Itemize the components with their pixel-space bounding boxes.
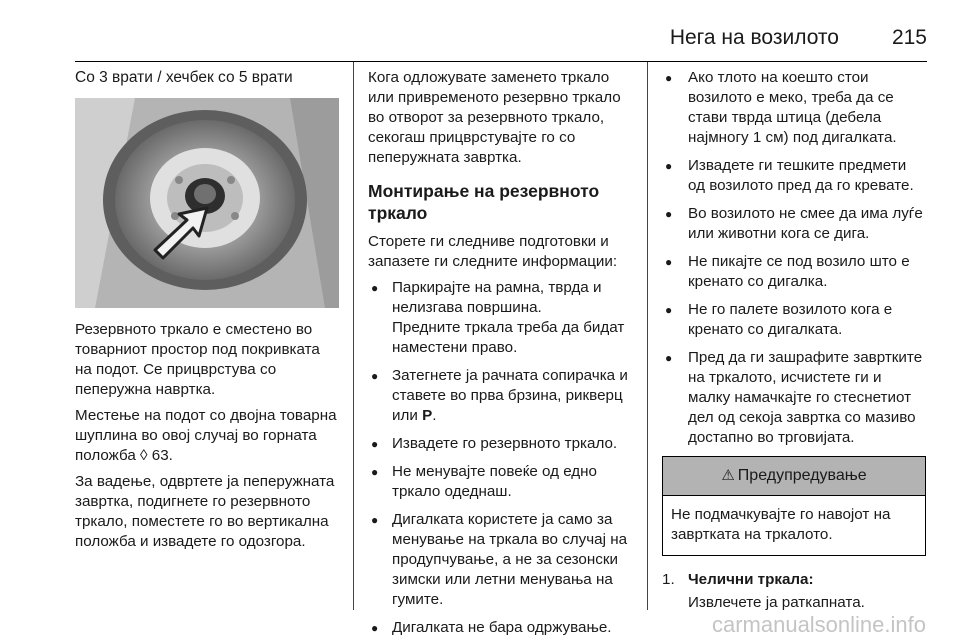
page-ref-arrow-icon: ◊ [140,447,148,464]
warning-box [662,456,926,556]
column-3 [662,68,926,613]
paragraph: Кога одложувате заменето тркало или привременото резервно тркало во отворот за резервното тркало, секогаш прицврстувајте го со пеперужната завртка. [368,69,621,166]
list-item: ● Дигалката не бара одржување. [368,618,634,638]
column-divider [647,62,648,610]
page-number: 215 [891,26,927,49]
page-header [75,22,927,62]
list-item: ● Извадете ги тешките предмети од возилото пред да го кревате. [662,156,926,196]
warning-title-bar [663,457,925,495]
warning-triangle-icon: ⚠ [721,467,735,484]
list-item: ● Извадете го резервното тркало. [368,434,634,454]
list-item: ● Паркирајте на рамна, тврда и нелизгава површина. Предните тркала треба да бидат наместени право. [368,278,634,358]
step-text: Извлечете ја раткапната. [688,594,865,611]
numbered-step [662,570,926,590]
step-number: 1. [662,571,675,588]
watermark: carmanualsonline.info [711,612,926,637]
gear-p-label: P [422,407,433,424]
section-heading: Монтирање на резервното тркало [368,181,600,223]
paragraph: Резервното тркало е сместено во товарниот простор под покривката на подот. Се прицврстува со пеперужна навртка. [75,321,320,398]
list-item: ● Не менувајте повеќе од едно тркало одеднаш. [368,462,634,502]
list-item: ● Пред да ги зашрафите завртките на тркалото, исчистете ги и малку намачкајте го стеснетиот дел од секоја завртка со мазиво достапно во трговијата. [662,348,926,448]
paragraph: Сторете ги следниве подготовки и запазете ги следните информации: [368,233,618,270]
page-ref-link[interactable]: 63. [151,447,173,464]
list-item: ● Дигалката користете ја само за менување на тркала во случај на продупчување, а не за сезонски зимски или летни менувања на гумите. [368,510,634,610]
list-item: ● Не пикајте се под возило што е кренато со дигалка. [662,252,926,292]
bullet-list [662,68,926,448]
chapter-title: Нега на возилото [669,26,839,49]
column-divider [353,62,354,610]
spare-wheel-photo [75,98,339,308]
list-item: ● Не го палете возилото кога е кренато со дигалката. [662,300,926,340]
bullet-list [368,278,634,638]
section-subheading: Со 3 врати / хечбек со 5 врати [75,69,293,86]
column-2 [368,68,634,642]
spare-wheel-illustration [75,98,339,308]
warning-text: Не подмачкувајте го навојот на завртката на тркалото. [663,495,925,555]
paragraph: Местење на подот со двојна товарна шуплина во овој случај во горната положба ◊ 63. [75,407,337,464]
warning-title: Предупредување [737,467,867,484]
step-title: Челични тркала: [688,571,814,588]
list-item: ● Во возилото не смее да има луѓе или животни кога се дига. [662,204,926,244]
list-item: ● Затегнете ја рачната сопирачка и ставете во прва брзина, рикверц или P. [368,366,634,426]
column-1 [75,68,339,558]
list-item: ● Ако тлото на коешто стои возилото е меко, треба да се стави тврда штица (дебела најмногу 1 см) под дигалката. [662,68,926,148]
paragraph: За вадење, одвртете ја пеперужната завртка, подигнете го резервното тркало, поместете го во вертикална положба и извадете го одозгора. [75,473,335,550]
